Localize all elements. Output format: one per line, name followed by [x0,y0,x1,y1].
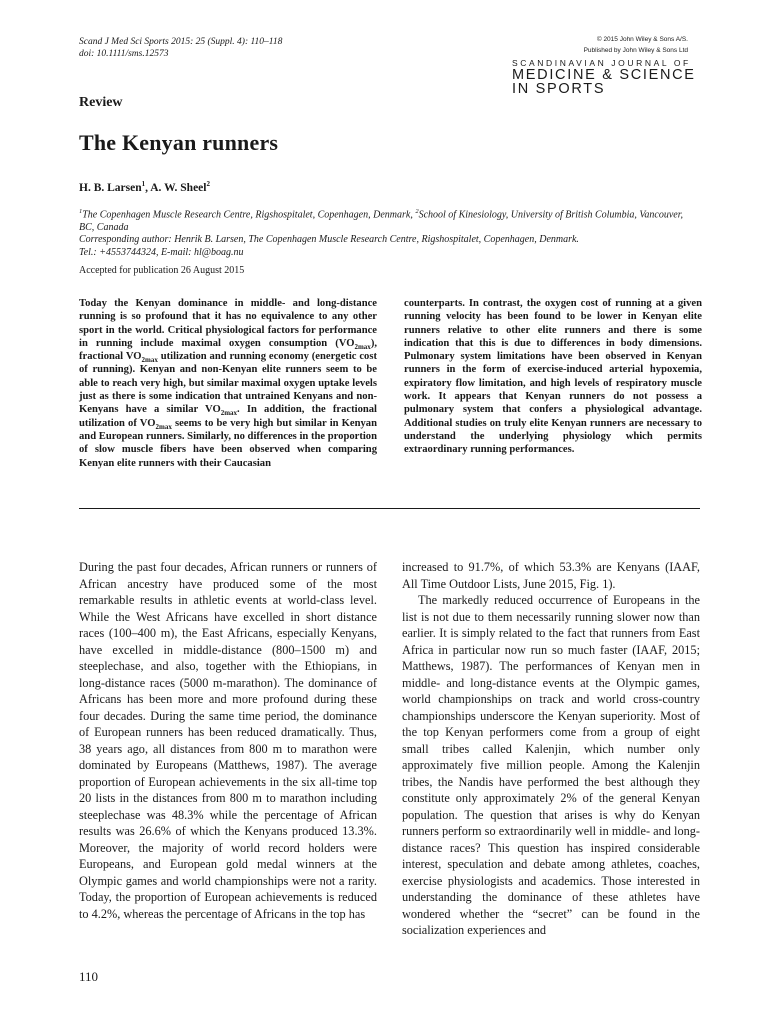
accepted-date: Accepted for publication 26 August 2015 [79,265,245,276]
affiliation-marker: 1 [141,180,146,188]
citation-block [79,36,282,60]
corresponding-author: Corresponding author: Henrik B. Larsen, The Copenhagen Muscle Research Centre, Rigshospitalet, Copenhagen, Denmark. [79,234,579,246]
journal-name-line1: SCANDINAVIAN JOURNAL OF [512,58,691,68]
body-left-column [79,559,377,922]
affiliation-marker: 2 [415,208,419,215]
copyright-line: © 2015 John Wiley & Sons A/S. [596,36,688,43]
abstract-right-column: counterparts. In contrast, the oxygen cost of running at a given running velocity has been found to be lower in Kenyan elite runners relative to other elite runners and there is some indication that this is due to differences in body dimensions. Pulmonary system limitations have been observed in Kenyan runners in the form of exercise-induced arterial hypoxemia, expiratory flow limitation, and high levels of respiratory muscle work. It appears that Kenyan runners do not possess a pulmonary system that confers a physiological advantage. Additional studies on truly elite Kenyan runners are necessary to understand the underlying physiology which permits extraordinary running performances. [404,298,702,456]
affiliation-text: The Copenhagen Muscle Research Centre, Rigshospitalet, Copenhagen, Denmark, [82,209,416,221]
section-label: Review [79,95,123,110]
abstract-text: utilization and running economy (energetic cost of running). Kenyan and non-Kenyan elite runners seem to be able to reach very high, but similar maximal oxygen uptake levels just as there is some indication that untrained Kenyans and non-Kenyans have a similar VO [79,351,377,416]
citation-line: Scand J Med Sci Sports 2015: 25 (Suppl. 4): 110–118 [79,37,283,47]
abstract-text: ), fractional VO [79,337,377,363]
journal-name-line3: IN SPORTS [512,81,606,97]
affiliation-marker: 1 [79,208,83,215]
body-paragraph: increased to 91.7%, of which 53.3% are Kenyans (IAAF, All Time Outdoor Lists, June 2015, Fig. 1). [402,560,700,591]
abstract-left-column [79,297,377,470]
abstract-text: Today the Kenyan dominance in middle- and long-distance running is so profound that it has no equivalence to any other sport in the world. Critical physiological factors for performance in running include maximal oxygen consumption (VO [79,298,377,349]
journal-name-line2: MEDICINE & SCIENCE [512,67,696,83]
abstract-divider [79,508,700,509]
affiliation-marker: 2 [206,180,210,188]
author-name: H. B. Larsen [79,181,142,194]
doi-line: doi: 10.1111/sms.12573 [79,49,169,59]
page-number: 110 [79,969,99,984]
abstract-text: . In addition, the fractional utilization of VO [79,404,377,429]
affiliations [79,206,691,259]
contact-info: Tel.: +4553744324, E-mail: hl@boag.nu [79,246,244,258]
author-separator: , [145,181,151,194]
body-paragraph: The markedly reduced occurrence of Europeans in the list is not due to them necessarily running slower now than earlier. It is simply related to the fact that runners from East Africa in particular now run so much faster (IAAF, 2015; Matthews, 1987). The performances of Kenyan men in middle- and long-distance events at the Olympic games, world championships on track and world cross-country championships underscore the Kenyan superiority. Most of the top Kenyan performers come from a group of eight small tribes called Kalenjin, which number only approximately five million people. Among the Kalenjin tribes, the Nandis have performed the best although they constitute only approximately 2% of the general Kenyan population. The question that arises is why do Kenyan runners perform so extraordinarily well in middle- and long-distance races? This question has inspired considerable interest, speculation and debate among athletes, coaches, exercise physiologists and academics. Those interested in understanding the dominance of these athletes have wondered whether the “secret” can be found in the socialization experiences and [402,593,700,937]
journal-logo [512,58,702,96]
body-right-column [402,559,700,939]
publisher-line: Published by John Wiley & Sons Ltd [583,47,688,54]
subscript: 2max [141,356,158,365]
author-name: A. W. Sheel [150,181,207,194]
subscript: 2max [155,422,172,431]
author-list [79,180,210,194]
affiliation-text: School of Kinesiology, University of British Columbia, Vancouver, BC, Canada [79,209,684,233]
body-paragraph: During the past four decades, African runners or runners of African ancestry have produced some of the most remarkable results in athletic events at world-class level. While the West Africans have excelled in short distance races (100–400 m), the East Africans, especially Kenyans, have excelled in middle-distance (800–1500 m) and steeplechase, and also, together with the Ethiopians, in long-distance races (5000 m-marathon). The dominance of Africans has been more and more profound during these four decades. During the same time period, the dominance of European runners has been reduced dramatically. Thus, 38 years ago, all distances from 800 m to marathon were dominated by Europeans (Matthews, 1987). The average proportion of European achievements in the six all-time top 20 lists in the distances from 800 m to marathon including steeplechase was 48.3% while the percentage of African results was 26.6% of which the Kenyans produced 13.3%. Moreover, the majority of world record holders were Europeans, and European gold medal winners at the Olympic games and world championships were not a rarity. Today, the proportion of European achievements is reduced to 4.2%, whereas the percentage of Africans in the top has [79,560,377,921]
subscript: 2max [354,343,371,351]
abstract-text: seems to be very high but similar in Kenyan and European runners. Similarly, no differences in the proportion of slow muscle fibers have been observed when comparing Kenyan elite runners with their Caucasian [79,417,377,469]
affiliation-line [79,206,691,234]
subscript: 2max [220,409,238,418]
publisher-block [584,34,688,56]
article-title: The Kenyan runners [79,130,279,155]
